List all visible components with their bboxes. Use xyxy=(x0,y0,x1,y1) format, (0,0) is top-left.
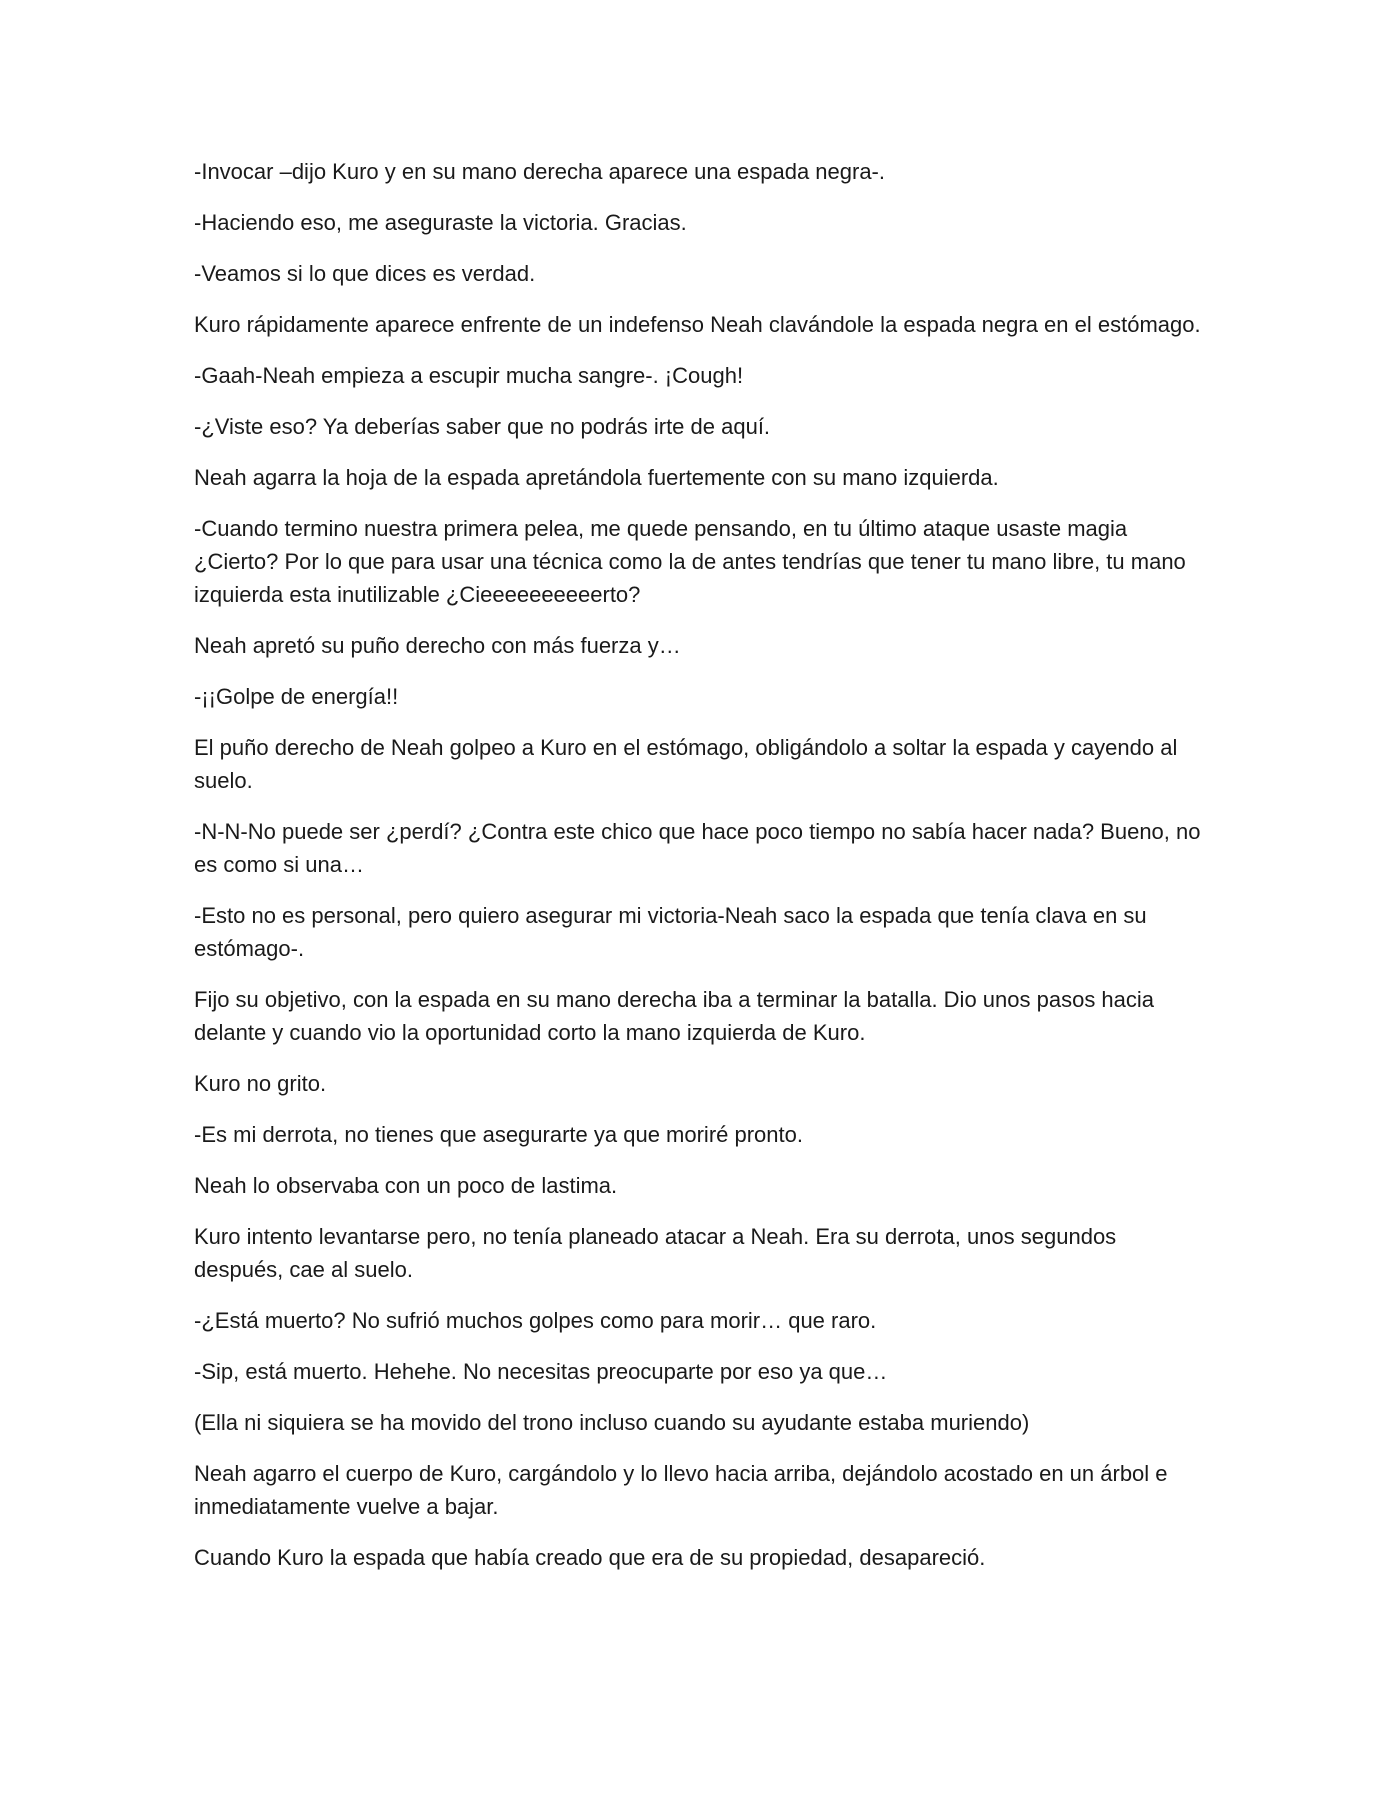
paragraph-20: -Sip, está muerto. Hehehe. No necesitas preocuparte por eso ya que… xyxy=(194,1359,888,1384)
paragraph-8: -Cuando termino nuestra primera pelea, me quede pensando, en tu último ataque usaste magia ¿Cierto? Por lo que para usar una técnica como la de antes tendrías que tener tu mano libre, tu mano izquierda esta inutilizable ¿Cieeeeeeeeeerto? xyxy=(194,516,1186,607)
paragraph-6: -¿Viste eso? Ya deberías saber que no podrás irte de aquí. xyxy=(194,414,771,439)
paragraph-21: (Ella ni siquiera se ha movido del trono incluso cuando su ayudante estaba muriendo) xyxy=(194,1410,1030,1435)
paragraph-11: El puño derecho de Neah golpeo a Kuro en el estómago, obligándolo a soltar la espada y cayendo al suelo. xyxy=(194,735,1178,793)
document-body xyxy=(194,155,1204,1592)
paragraph-22: Neah agarro el cuerpo de Kuro, cargándolo y lo llevo hacia arriba, dejándolo acostado en un árbol e inmediatamente vuelve a bajar. xyxy=(194,1461,1168,1519)
paragraph-13: -Esto no es personal, pero quiero asegurar mi victoria-Neah saco la espada que tenía clava en su estómago-. xyxy=(194,903,1147,961)
paragraph-16: -Es mi derrota, no tienes que asegurarte ya que moriré pronto. xyxy=(194,1122,803,1147)
paragraph-9: Neah apretó su puño derecho con más fuerza y… xyxy=(194,633,681,658)
paragraph-3: -Veamos si lo que dices es verdad. xyxy=(194,261,536,286)
paragraph-2: -Haciendo eso, me aseguraste la victoria. Gracias. xyxy=(194,210,687,235)
paragraph-4: Kuro rápidamente aparece enfrente de un indefenso Neah clavándole la espada negra en el estómago. xyxy=(194,312,1201,337)
paragraph-23: Cuando Kuro la espada que había creado que era de su propiedad, desapareció. xyxy=(194,1545,986,1570)
paragraph-15: Kuro no grito. xyxy=(194,1071,327,1096)
paragraph-5: -Gaah-Neah empieza a escupir mucha sangre-. ¡Cough! xyxy=(194,363,744,388)
paragraph-1: -Invocar –dijo Kuro y en su mano derecha aparece una espada negra-. xyxy=(194,159,885,184)
paragraph-18: Kuro intento levantarse pero, no tenía planeado atacar a Neah. Era su derrota, unos segundos después, cae al suelo. xyxy=(194,1224,1117,1282)
paragraph-12: -N-N-No puede ser ¿perdí? ¿Contra este chico que hace poco tiempo no sabía hacer nada? Bueno, no es como si una… xyxy=(194,819,1201,877)
paragraph-17: Neah lo observaba con un poco de lastima. xyxy=(194,1173,618,1198)
paragraph-19: -¿Está muerto? No sufrió muchos golpes como para morir… que raro. xyxy=(194,1308,877,1333)
paragraph-10: -¡¡Golpe de energía!! xyxy=(194,684,399,709)
paragraph-14: Fijo su objetivo, con la espada en su mano derecha iba a terminar la batalla. Dio unos pasos hacia delante y cuando vio la oportunidad corto la mano izquierda de Kuro. xyxy=(194,987,1155,1045)
paragraph-7: Neah agarra la hoja de la espada apretándola fuertemente con su mano izquierda. xyxy=(194,465,999,490)
